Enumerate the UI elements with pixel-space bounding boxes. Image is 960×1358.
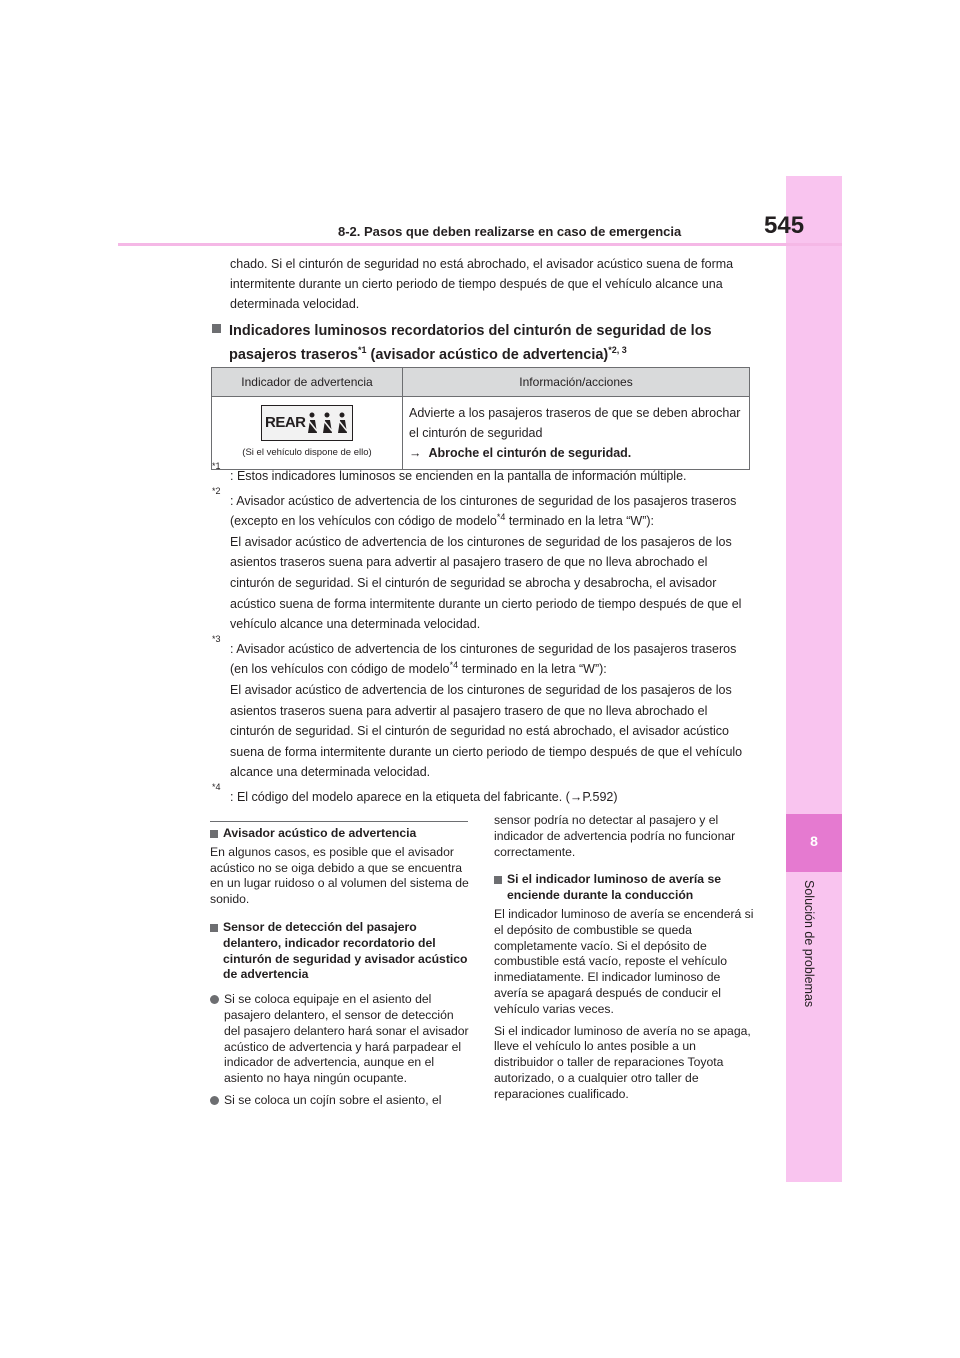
info-text: Advierte a los pasajeros traseros de que se deben abrochar el cinturón de seguridad <box>409 406 741 440</box>
footnotes <box>212 461 752 812</box>
side-tab-number: 8 <box>810 833 818 849</box>
table-row <box>212 397 750 470</box>
square-bullet-icon <box>210 830 218 838</box>
footnote-4 <box>212 781 752 808</box>
subheading: Sensor de detección del pasajero delantero, indicador recordatorio del cinturón de seguridad y avisador acústico de advertencia <box>210 920 472 983</box>
header-title: 8-2. Pasos que deben realizarse en caso de emergencia <box>338 224 682 239</box>
footnote-text: : Estos indicadores luminosos se encienden en la pantalla de información múltiple. <box>230 469 687 483</box>
section-heading-line2: pasajeros traseros <box>229 347 358 363</box>
indicator-cell <box>212 397 403 470</box>
section-heading <box>212 319 752 367</box>
footnote-text: : Avisador acústico de advertencia de los cinturones de seguridad de los pasajeros traseros (excepto en los vehículos con código de modelo$^{*4}$ terminado en la letra “W”): <box>230 493 737 529</box>
list-item: Si se coloca equipaje en el asiento del pasajero delantero, el sensor de detección del pasajero delantero hará sonar el avisador acústico de advertencia y hará parpadear el indicador de advertencia, aunque en el asiento no haya ningún ocupante. <box>210 992 472 1087</box>
footnote-mark: *2 <box>212 485 221 496</box>
indicator-caption: (Si el vehículo dispone de ello) <box>242 447 372 458</box>
paragraph: El indicador luminoso de avería se encenderá si el depósito de combustible se queda completamente vacío. Si el depósito de combustible está vacío, reposte el vehículo inmediatamente. El indicador luminoso de avería se apagará después de conducir el vehículo varias veces. <box>494 906 754 1016</box>
bullet-icon <box>210 995 219 1004</box>
footnote-text: : Avisador acústico de advertencia de los cinturones de seguridad de los pasajeros traseros (en los vehículos con código de modelo$^{*4}$ terminado en la letra “W”): <box>230 641 737 677</box>
arrow-icon: → <box>569 789 583 804</box>
table-header-indicator: Indicador de advertencia <box>212 368 403 397</box>
left-column <box>210 826 472 1115</box>
footnote-mark: *4 <box>212 781 221 792</box>
seatbelt-icon <box>306 411 350 435</box>
right-column <box>494 813 754 1109</box>
list-item: Si se coloca un cojín sobre el asiento, el <box>210 1093 472 1109</box>
table-header-row <box>212 368 750 397</box>
arrow-icon: → <box>409 446 422 460</box>
column-divider <box>210 821 468 822</box>
footnote-text: : El código del modelo aparece en la etiqueta del fabricante. (→P.592) <box>230 789 618 804</box>
bullet-icon <box>210 1096 219 1105</box>
square-bullet-icon <box>494 876 502 884</box>
footnote-mark: *1 <box>212 461 221 471</box>
section-heading-line1: Indicadores luminosos recordatorios del cinturón de seguridad de los <box>229 323 712 339</box>
side-tab <box>786 176 842 1182</box>
footnote-detail: El avisador acústico de advertencia de los cinturones de seguridad de los pasajeros de los asientos traseros suena para advertir al pasajero trasero de que no lleva abrochado el cinturón de seguridad. Si el cinturón de seguridad se abrocha y desabrocha, el avisador acústico suena de forma intermitente durante un cierto periodo de tiempo después de que el vehículo alcance una determinada velocidad. <box>230 534 742 632</box>
footnote-detail: El avisador acústico de advertencia de los cinturones de seguridad de los pasajeros de los asientos traseros suena para advertir al pasajero trasero de que no lleva abrochado el cinturón de seguridad. Si el cinturón de seguridad no está abrochado, el avisador acústico suena de forma intermitente durante un cierto periodo de tiempo después de que el vehículo alcance una determinada velocidad. <box>230 682 743 780</box>
footnote-3 <box>212 633 752 783</box>
subheading: Si el indicador luminoso de avería se enciende durante la conducción <box>494 872 754 904</box>
footnote-mark: *3 <box>212 633 221 644</box>
page-number: 545 <box>764 212 805 239</box>
rear-seatbelt-indicator-icon <box>261 405 353 441</box>
paragraph: Si el indicador luminoso de avería no se apaga, lleve el vehículo lo antes posible a un distribuidor o taller de reparaciones Toyota autorizado, o a cualquier otro taller de reparaciones cualificado. <box>494 1023 751 1101</box>
action-text: Abroche el cinturón de seguridad. <box>428 446 632 460</box>
info-cell <box>403 397 750 470</box>
footnote-ref: *1 <box>357 345 367 356</box>
page-link[interactable]: P.592) <box>582 789 618 804</box>
paragraph: En algunos casos, es posible que el avisador acústico no se oiga debido a que se encuentra en un lugar ruidoso o al volumen del sistema de sonido. <box>210 844 469 907</box>
footnote-1 <box>212 461 752 487</box>
paragraph: sensor podría no detectar al pasajero y el indicador de advertencia podría no funcionar correctamente. <box>494 813 736 859</box>
action-line <box>409 443 743 463</box>
indicator-text: REAR <box>265 414 306 431</box>
warning-table <box>211 367 750 470</box>
intro-paragraph: chado. Si el cinturón de seguridad no está abrochado, el avisador acústico suena de forma intermitente durante un cierto periodo de tiempo después de que el vehículo alcance una determinada velocidad. <box>230 257 734 311</box>
square-bullet-icon <box>210 924 218 932</box>
footnote-ref: *2, 3 <box>608 345 627 356</box>
square-bullet-icon <box>212 324 221 333</box>
section-heading-mid: (avisador acústico de advertencia) <box>366 347 609 363</box>
table-header-info: Información/acciones <box>403 368 750 397</box>
footnote-2 <box>212 485 752 635</box>
subheading: Avisador acústico de advertencia <box>210 826 472 842</box>
side-tab-label: Solución de problemas <box>802 880 816 1008</box>
header-rule <box>118 243 842 246</box>
